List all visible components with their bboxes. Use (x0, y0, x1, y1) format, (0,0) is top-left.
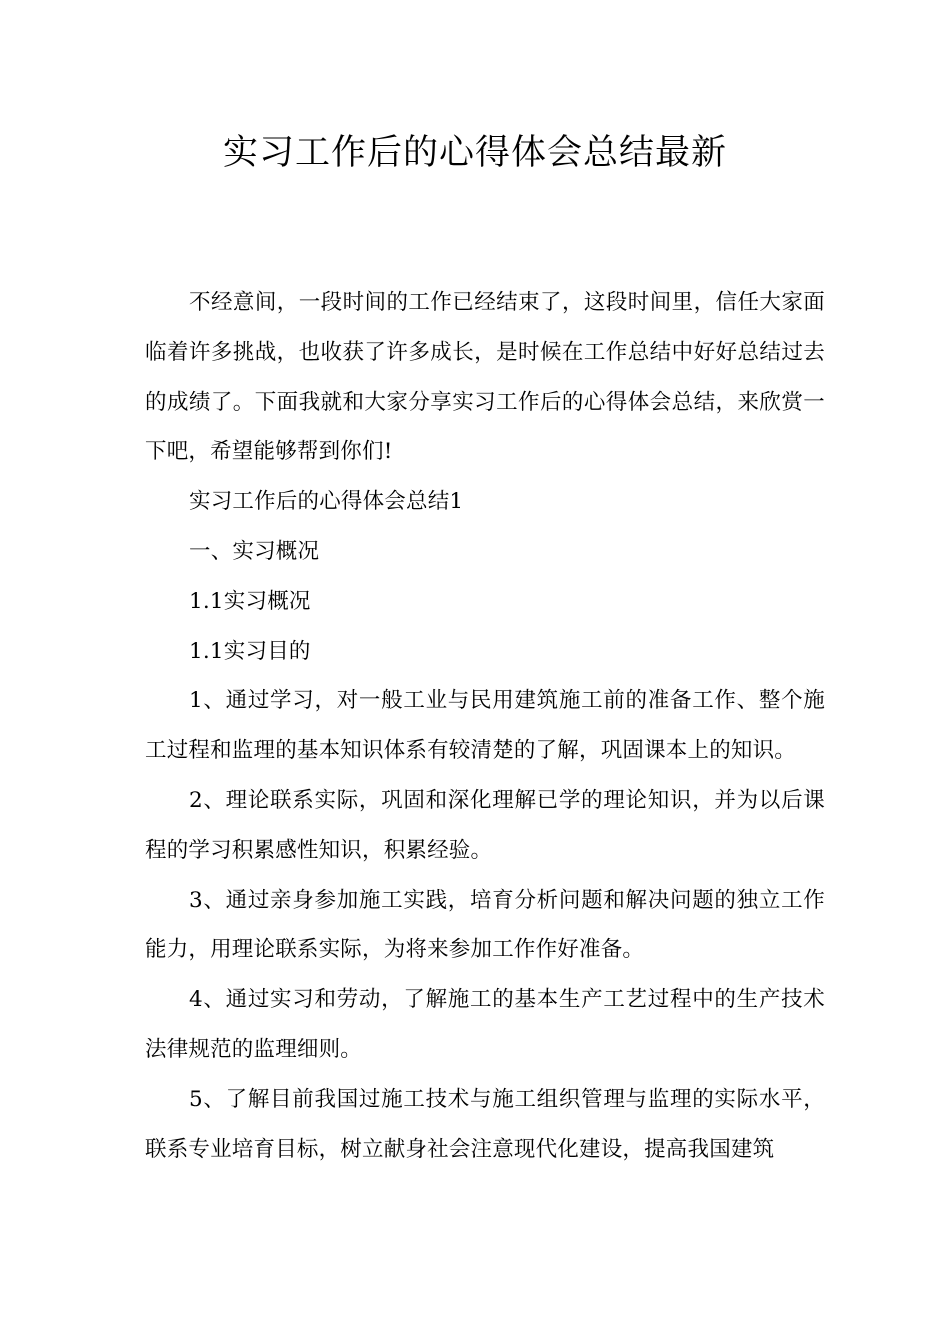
document-body (145, 278, 825, 1174)
list-paragraph: 5、了解目前我国过施工技术与施工组织管理与监理的实际水平，联系专业培育目标，树立献身社会注意现代化建设，提高我国建筑 (145, 1086, 825, 1162)
list-paragraph: 1、通过学习，对一般工业与民用建筑施工前的准备工作、整个施工过程和监理的基本知识体系有较清楚的了解，巩固课本上的知识。 (145, 688, 825, 764)
subsection-heading: 1.1实习目的 (189, 638, 311, 664)
chapter-heading: 一、实习概况 (189, 538, 320, 564)
list-paragraph: 3、通过亲身参加施工实践，培育分析问题和解决问题的独立工作能力，用理论联系实际，为将来参加工作作好准备。 (145, 887, 825, 963)
section-heading: 实习工作后的心得体会总结1 (189, 489, 464, 515)
list-paragraph: 4、通过实习和劳动，了解施工的基本生产工艺过程中的生产技术法律规范的监理细则。 (145, 987, 825, 1062)
list-paragraph: 2、理论联系实际，巩固和深化理解已学的理论知识，并为以后课程的学习积累感性知识，积累经验。 (145, 787, 825, 863)
intro-paragraph: 不经意间，一段时间的工作已经结束了，这段时间里，信任大家面临着许多挑战，也收获了许多成长，是时候在工作总结中好好总结过去的成绩了。下面我就和大家分享实习工作后的心得体会总结，来欣赏一下吧，希望能够帮到你们! (145, 290, 825, 465)
subsection-heading: 1.1实习概况 (189, 588, 311, 614)
document-title: 实习工作后的心得体会总结最新 (222, 133, 727, 173)
